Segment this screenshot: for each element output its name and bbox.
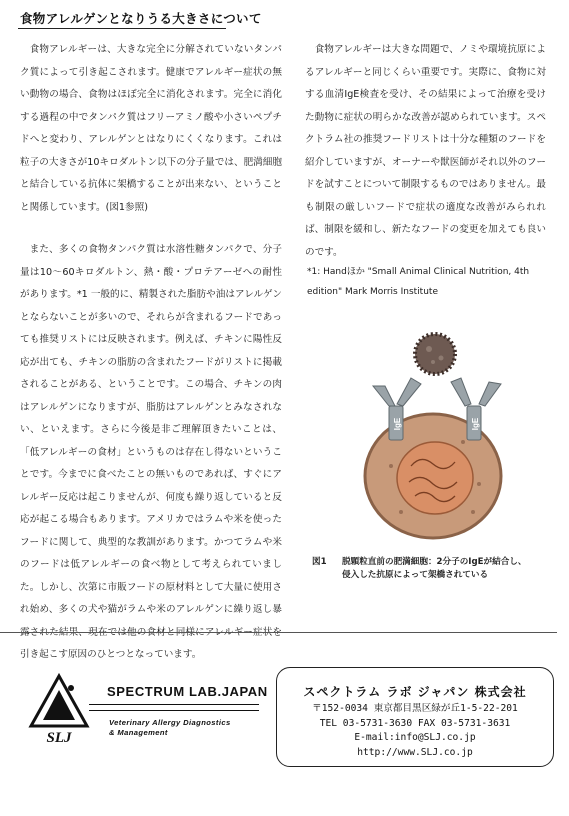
right-paragraph-1: 食物アレルギーは大きな問題で、ノミや環境抗原によるアレルギーと同じくらい重要です。実際に、食物に対する血清IgE検査を受け、その結果によって治療を受けた動物に症状の明らかな改善が認められています。スペクトラム社の推奨フードリストは十分な種類のフードを紹介していますが、オーナーや獣医師がそれ以外のフードを試すことについて制限するものではありません。最も制限の厳しいフードで症状の適度な改善がみられれば、制限を緩和し、新たなフードの変更を加えても良いのです。 [305,44,546,258]
logo-mark-icon [25,670,95,750]
company-email[interactable]: E-mail:info@SLJ.co.jp [354,732,476,743]
logo-tagline-line-2: & Management [109,728,168,737]
footnote-line-1: *1: Handほか "Small Animal Clinical Nutrition, 4th [307,267,530,277]
page-title: 食物アレルゲンとなりうる大きさについて [20,11,262,26]
left-paragraph-2: また、多くの食物タンパク質は水溶性糖タンパクで、分子量は10〜60キロダルトン、熱・酸・プロテアーゼへの耐性があります。*1 一般的に、精製された脂肪や油はアレルゲンとならないことが多いので、それらが含まれるフードであっても推奨リストには反映されます。例えば、チキンに陽性反応が出ても、チキンの脂肪の含まれたフードがリストに掲載されることがある、ということです。この場合、チキンの肉はアレルゲンになりますが、脂肪はアレルゲンとみなされない、といえます。さらに今後是非ご理解頂きたいことは、「低アレルギーの食材」というものは存在し得ないということです。今までに食べたことの無いものであれば、すぐにアレルギー反応は起こりませんが、何度も繰り返していると反応が起こる場合もあります。アメリカではラムや米を使ったフードに関して、典型的な教訓があります。かつてラムや米のフードは低アレルギーの食べ物として考えられていました。しかし、次第に市販フードの原材料として大量に使用され始め、多くの犬や猫がラムや米のアレルゲンに繰り返し暴露された結果、現在では他の食材と同様にアレルギー症状を引き起こす原因のひとつとなっています。 [20,244,282,660]
figure-caption-line-1: 脱顆粒直前の肥満細胞：2分子のIgEが結合し、 [342,557,527,567]
mast-cell-illustration [355,316,515,544]
footnote [307,262,557,302]
logo-rule-top [89,704,259,705]
logo-rule-bottom [89,710,259,711]
figure-caption-number: 図1 [312,557,327,567]
company-website-link[interactable]: http://www.SLJ.co.jp [357,746,473,758]
company-tel-fax: TEL 03-5731-3630 FAX 03-5731-3631 [319,717,511,729]
ige-left-label: IgE [393,417,402,431]
left-paragraph-1: 食物アレルギーは、大きな完全に分解されていないタンパク質によって引き起こされます。健康でアレルギー症状の無い動物の場合、食物はほぼ完全に消化されます。完全に消化する過程の中でタンパク質はフリーアミノ酸や小さいペプチドへと変わり、アレルゲンとはなりにくくなります。これは粒子の大きさが10キロダルトン以下の分子量では、肥満細胞と結合している抗体に架橋することが出来ない、ということと関係しています。(図1参照) [20,44,282,213]
footer-divider [0,632,557,633]
title-underline [18,28,226,29]
company-name: スペクトラム ラボ ジャパン 株式会社 [303,685,527,699]
ige-right-label: IgE [471,417,480,431]
mast-cell-figure [355,316,515,544]
company-logo [25,670,270,750]
logo-name: SPECTRUM LAB.JAPAN [107,684,268,699]
company-address: 〒152-0034 東京都目黒区緑が丘1-5-22-201 [312,703,518,714]
right-column [305,39,546,264]
left-column [20,39,282,667]
contact-box [276,667,554,767]
logo-tagline [109,718,231,738]
logo-tagline-line-1: Veterinary Allergy Diagnostics [109,718,231,727]
figure-caption [312,556,552,581]
logo-letters: SLJ [46,730,72,746]
footnote-line-2: edition" Mark Morris Institute [307,287,438,297]
antigen-icon [415,334,455,374]
figure-caption-line-2: 侵入した抗原によって架橋されている [342,569,489,580]
